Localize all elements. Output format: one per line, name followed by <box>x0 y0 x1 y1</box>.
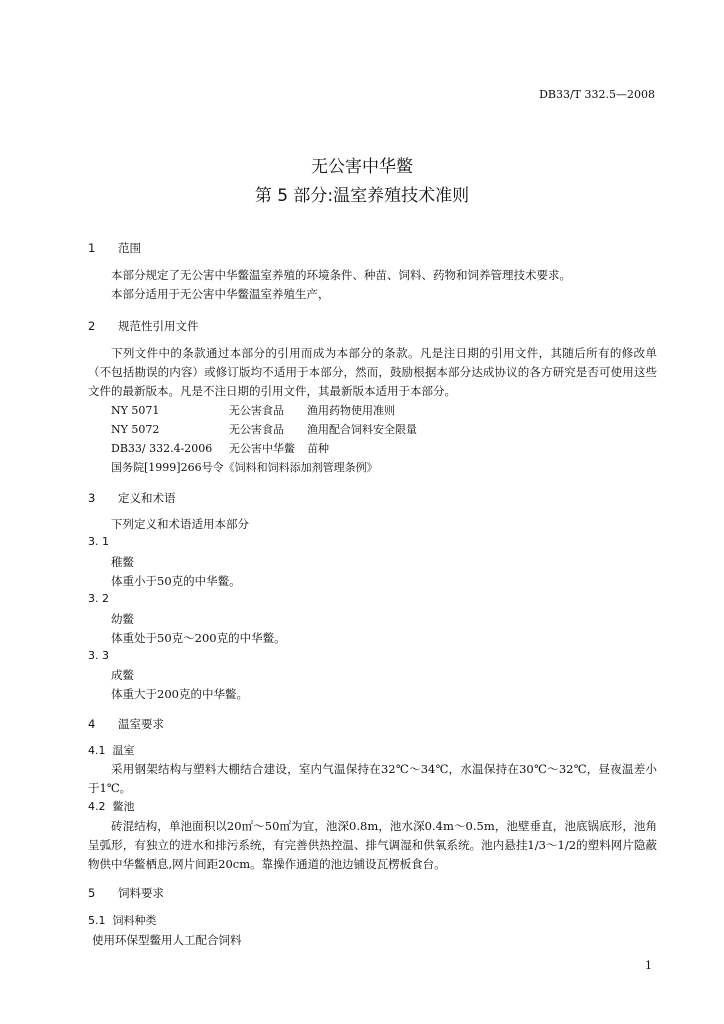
subsection-4-1-heading: 4.1 温室 <box>88 744 135 757</box>
reference-item: NY 5071 无公害食品 渔用药物使用准则 <box>111 404 395 417</box>
term-definition: 体重大于200克的中华鳖。 <box>111 687 248 701</box>
term-definition: 体重处于50克～200克的中华鳖。 <box>111 631 286 645</box>
section-3-intro: 下列定义和术语适用本部分 <box>111 517 249 531</box>
section-2-intro: 下列文件中的条款通过本部分的引用而成为本部分的条款。凡是注日期的引用文件，其随后所有的修改单（不包括勘误的内容）或修订版均不适用于本部分，然而，鼓励根据本部分达成协议的各方研究是否可使用这些文件的最新版本。凡是不注日期的引用文件，其最新版本适用于本部分。 <box>88 346 657 398</box>
term-definition: 体重小于50克的中华鳖。 <box>111 574 241 588</box>
term-number: 3. 1 <box>88 535 109 548</box>
section-1-para-1: 本部分规定了无公害中华鳖温室养殖的环境条件、种苗、饲料、药物和饲养管理技术要求。 <box>111 268 571 282</box>
term-name: 成鳖 <box>111 668 134 682</box>
doc-subtitle: 第 5 部分:温室养殖技术准则 <box>254 186 470 206</box>
standard-number: DB33/T 332.5—2008 <box>539 88 655 101</box>
subsection-5-1-heading: 5.1 饲料种类 <box>88 914 157 927</box>
section-1-para-2: 本部分适用于无公害中华鳖温室养殖生产， <box>111 287 330 301</box>
section-5-heading: 5 饲料要求 <box>88 886 164 900</box>
reference-item: NY 5072 无公害食品 渔用配合饲料安全限量 <box>111 423 417 436</box>
term-name: 幼鳖 <box>111 612 134 626</box>
term-number: 3. 2 <box>88 592 109 605</box>
subsection-4-2-text: 砖混结构，单池面积以20㎡～50㎡为宜，池深0.8m，池水深0.4m～0.5m，池壁垂直，池底锅底形，池角呈弧形，有独立的进水和排污系统，有完善供热控温、排气调湿和供氧系统。池内悬挂1/3～1/2的塑料网片隐蔽物供中华鳖栖息,网片间距20cm。靠操作通道的池边铺设瓦楞板食台。 <box>88 819 657 871</box>
page-number: 1 <box>645 959 652 972</box>
section-4-heading: 4 温室要求 <box>88 717 164 731</box>
term-number: 3. 3 <box>88 649 109 662</box>
term-name: 稚鳖 <box>111 555 134 569</box>
subsection-4-1-text: 采用钢架结构与塑料大棚结合建设，室内气温保持在32℃～34℃，水温保持在30℃～32℃，昼夜温差小于1℃。 <box>88 762 657 795</box>
reference-item: 国务院[1999]266号令《饲料和饲料添加剂管理条例》 <box>111 461 378 474</box>
reference-item: DB33/ 332.4-2006 无公害中华鳖 苗种 <box>111 442 329 455</box>
section-2-heading: 2 规范性引用文件 <box>88 319 199 333</box>
subsection-4-2-heading: 4.2 鳖池 <box>88 800 135 813</box>
doc-title: 无公害中华鳖 <box>311 157 413 177</box>
section-3-heading: 3 定义和术语 <box>88 491 176 505</box>
section-1-heading: 1 范围 <box>88 241 141 255</box>
subsection-5-1-text: 使用环保型鳖用人工配合饲料 <box>92 933 242 947</box>
